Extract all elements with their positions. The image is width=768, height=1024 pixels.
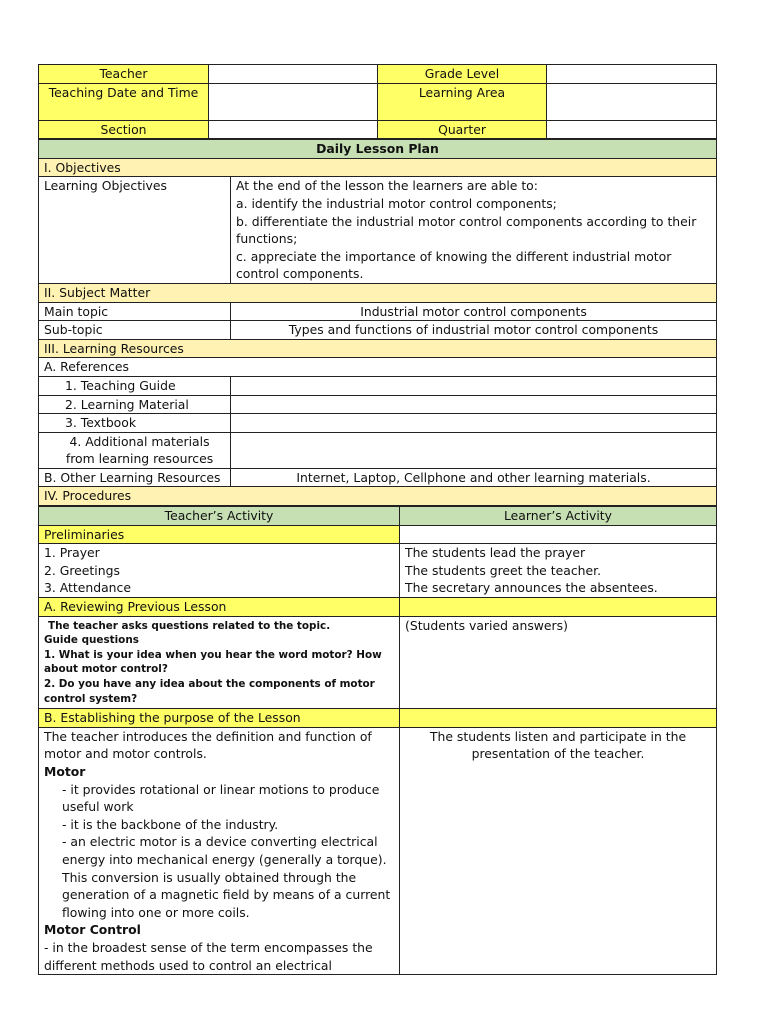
objective-item: b. differentiate the industrial motor control components according to their functions;	[236, 213, 697, 247]
additional-materials-value	[231, 432, 717, 468]
textbook-value	[231, 414, 717, 433]
objectives-table	[38, 139, 717, 506]
purpose-heading-fill	[400, 709, 717, 728]
subject-matter-heading: II. Subject Matter	[39, 283, 717, 302]
purpose-learner-content: The students listen and participate in the presentation of the teacher.	[400, 727, 717, 974]
resources-heading: III. Learning Resources	[39, 339, 717, 358]
header-table	[38, 64, 717, 139]
teaching-date-label: Teaching Date and Time	[39, 83, 209, 120]
learning-objectives-label: Learning Objectives	[39, 177, 231, 284]
guide-question: 2. Do you have any idea about the components of motor control system?	[44, 678, 375, 705]
purpose-intro: The teacher introduces the definition and function of motor and motor controls.	[44, 728, 372, 762]
list-item: The students lead the prayer	[405, 545, 586, 561]
list-item: 1. Prayer	[44, 545, 100, 561]
other-resources-value: Internet, Laptop, Cellphone and other learning materials.	[231, 468, 717, 487]
motor-point: - it provides rotational or linear motions to produce useful work	[62, 781, 380, 815]
learning-material-value	[231, 395, 717, 414]
learning-objectives-content	[231, 177, 717, 284]
teacher-label: Teacher	[39, 65, 209, 84]
motor-control-title: Motor Control	[44, 922, 141, 938]
learning-area-label: Learning Area	[378, 83, 547, 120]
objective-item: a. identify the industrial motor control components;	[236, 195, 557, 211]
quarter-label: Quarter	[378, 120, 547, 139]
teacher-activity-header: Teacher’s Activity	[39, 507, 400, 526]
purpose-heading: B. Establishing the purpose of the Lesson	[39, 709, 400, 728]
preliminaries-learner-list	[400, 544, 717, 598]
preliminaries-teacher-list	[39, 544, 400, 598]
section-value[interactable]	[209, 120, 378, 139]
objectives-intro: At the end of the lesson the learners are able to:	[236, 178, 538, 194]
sub-topic-value: Types and functions of industrial motor control components	[231, 321, 717, 340]
guide-question: 1. What is your idea when you hear the word motor? How about motor control?	[44, 648, 382, 676]
quarter-value[interactable]	[547, 120, 717, 139]
motor-point: - it is the backbone of the industry.	[62, 816, 279, 832]
main-topic-value: Industrial motor control components	[231, 302, 717, 321]
teaching-date-value[interactable]	[209, 83, 378, 120]
textbook-label: 3. Textbook	[39, 414, 231, 433]
guide-questions-label: Guide questions	[44, 634, 139, 647]
motor-point: - an electric motor is a device converting electrical energy into mechanical energy (generally a torque). This conversion is usually obtained through the generation of a magnetic field by means of a current flowing into one or more coils.	[62, 834, 391, 920]
procedures-table	[38, 506, 717, 975]
procedures-heading: IV. Procedures	[39, 487, 717, 506]
review-intro: The teacher asks questions related to the topic.	[48, 619, 331, 632]
objective-item: c. appreciate the importance of knowing the different industrial motor control components.	[236, 248, 672, 282]
list-item: The students greet the teacher.	[405, 562, 602, 578]
review-heading-fill	[400, 598, 717, 617]
sub-topic-label: Sub-topic	[39, 321, 231, 340]
review-teacher-content	[39, 616, 400, 709]
motor-control-text: - in the broadest sense of the term encompasses the different methods used to control an electrical	[44, 939, 373, 973]
grade-level-label: Grade Level	[378, 65, 547, 84]
teaching-guide-value	[231, 376, 717, 395]
section-label: Section	[39, 120, 209, 139]
preliminaries-heading: Preliminaries	[39, 525, 400, 544]
list-item: 2. Greetings	[44, 562, 120, 578]
learner-activity-header: Learner’s Activity	[400, 507, 717, 526]
main-topic-label: Main topic	[39, 302, 231, 321]
learning-material-label: 2. Learning Material	[39, 395, 231, 414]
teaching-guide-label: 1. Teaching Guide	[39, 376, 231, 395]
review-heading: A. Reviewing Previous Lesson	[39, 598, 400, 617]
list-item: 3. Attendance	[44, 580, 131, 596]
review-learner-content: (Students varied answers)	[400, 616, 717, 709]
objectives-heading: I. Objectives	[39, 158, 717, 177]
lesson-plan-sheet	[38, 64, 716, 975]
list-item: The secretary announces the absentees.	[405, 580, 658, 596]
teacher-value[interactable]	[209, 65, 378, 84]
other-resources-label: B. Other Learning Resources	[39, 468, 231, 487]
page-title: Daily Lesson Plan	[39, 140, 717, 159]
purpose-teacher-content	[39, 727, 400, 974]
learning-area-value[interactable]	[547, 83, 717, 120]
references-label: A. References	[39, 358, 717, 377]
motor-title: Motor	[44, 763, 86, 779]
additional-materials-label: 4. Additional materials from learning resources	[39, 432, 231, 468]
preliminaries-learner-blank	[400, 525, 717, 544]
grade-level-value[interactable]	[547, 65, 717, 84]
